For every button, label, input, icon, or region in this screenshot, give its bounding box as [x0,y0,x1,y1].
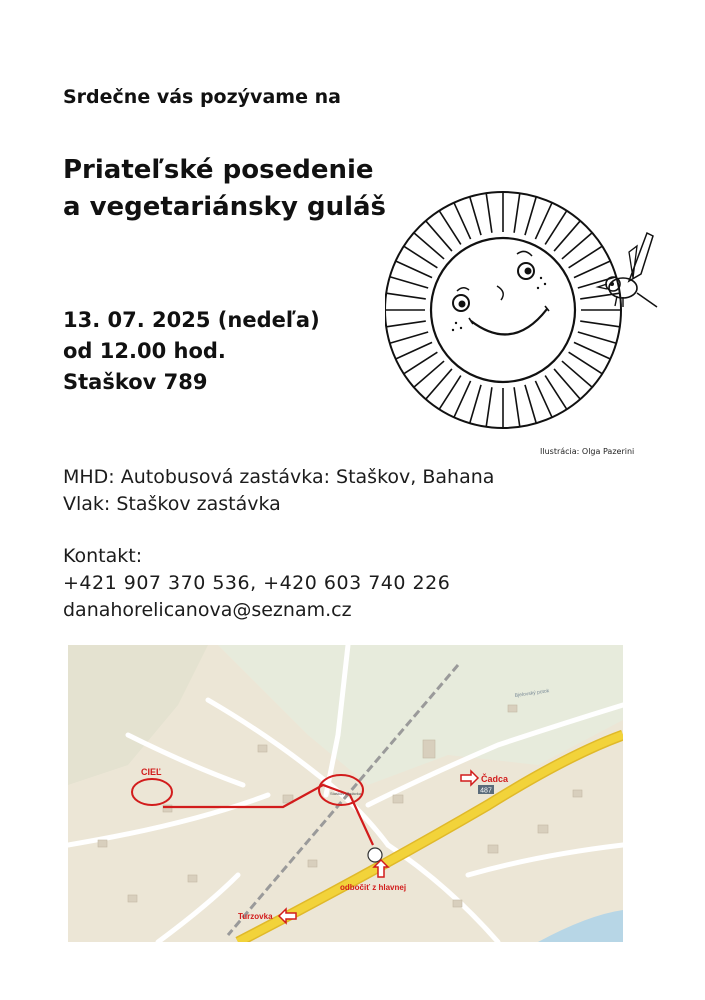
sun-ray [514,193,520,233]
illustration-credit: Ilustrácia: Olga Pazerini [540,447,635,456]
sun-ray [525,197,536,235]
contact-email: danahorelicanova@seznam.cz [63,599,352,621]
event-address: Staškov 789 [63,370,208,394]
event-date: 13. 07. 2025 (nedeľa) [63,308,320,332]
map-target-label: CIEĽ [141,767,162,777]
sun-ray [386,293,426,299]
sun-ray [525,385,536,423]
sun-ray [390,277,428,288]
sun-ray [470,385,481,423]
sun-ray [580,321,620,327]
map-stop-label: Staškov zastávka [330,791,362,796]
event-title-line-1: Priateľské posedenie [63,155,374,185]
sun-ray [454,203,471,239]
map-turn-label: odbočiť z hlavnej [340,883,407,892]
map-river-label: Bjelovský potok [514,688,550,699]
sun-ray [578,332,616,343]
invitation-text: Srdečne vás pozývame na [63,86,341,108]
event-title-line-2: a vegetariánsky guláš [63,192,387,222]
sun-ray [396,342,432,359]
sun-ray [535,203,552,239]
bus-stop-info: MHD: Autobusová zastávka: Staškov, Bahana [63,466,495,488]
event-time: od 12.00 hod. [63,339,226,363]
train-stop-info: Vlak: Staškov zastávka [63,493,281,515]
sun-ray [574,342,610,359]
location-map [68,645,623,942]
sun-ray [396,261,432,278]
sun-ray [486,387,492,427]
sun-ray [535,381,552,417]
sun-ray [486,193,492,233]
bird-icon [598,233,657,307]
sun-illustration [385,178,685,448]
sun-ray [390,332,428,343]
sun-ray [574,261,610,278]
map-cadca-label: Čadca [481,774,509,784]
sun-ray [454,381,471,417]
map-turzovka-label: Turzovka [238,912,273,921]
contact-label: Kontakt: [63,545,143,567]
contact-phones: +421 907 370 536, +420 603 740 226 [63,572,451,594]
road-number-label: 487 [480,787,492,795]
sun-ray [386,321,426,327]
sun-ray [514,387,520,427]
sun-ray [470,197,481,235]
